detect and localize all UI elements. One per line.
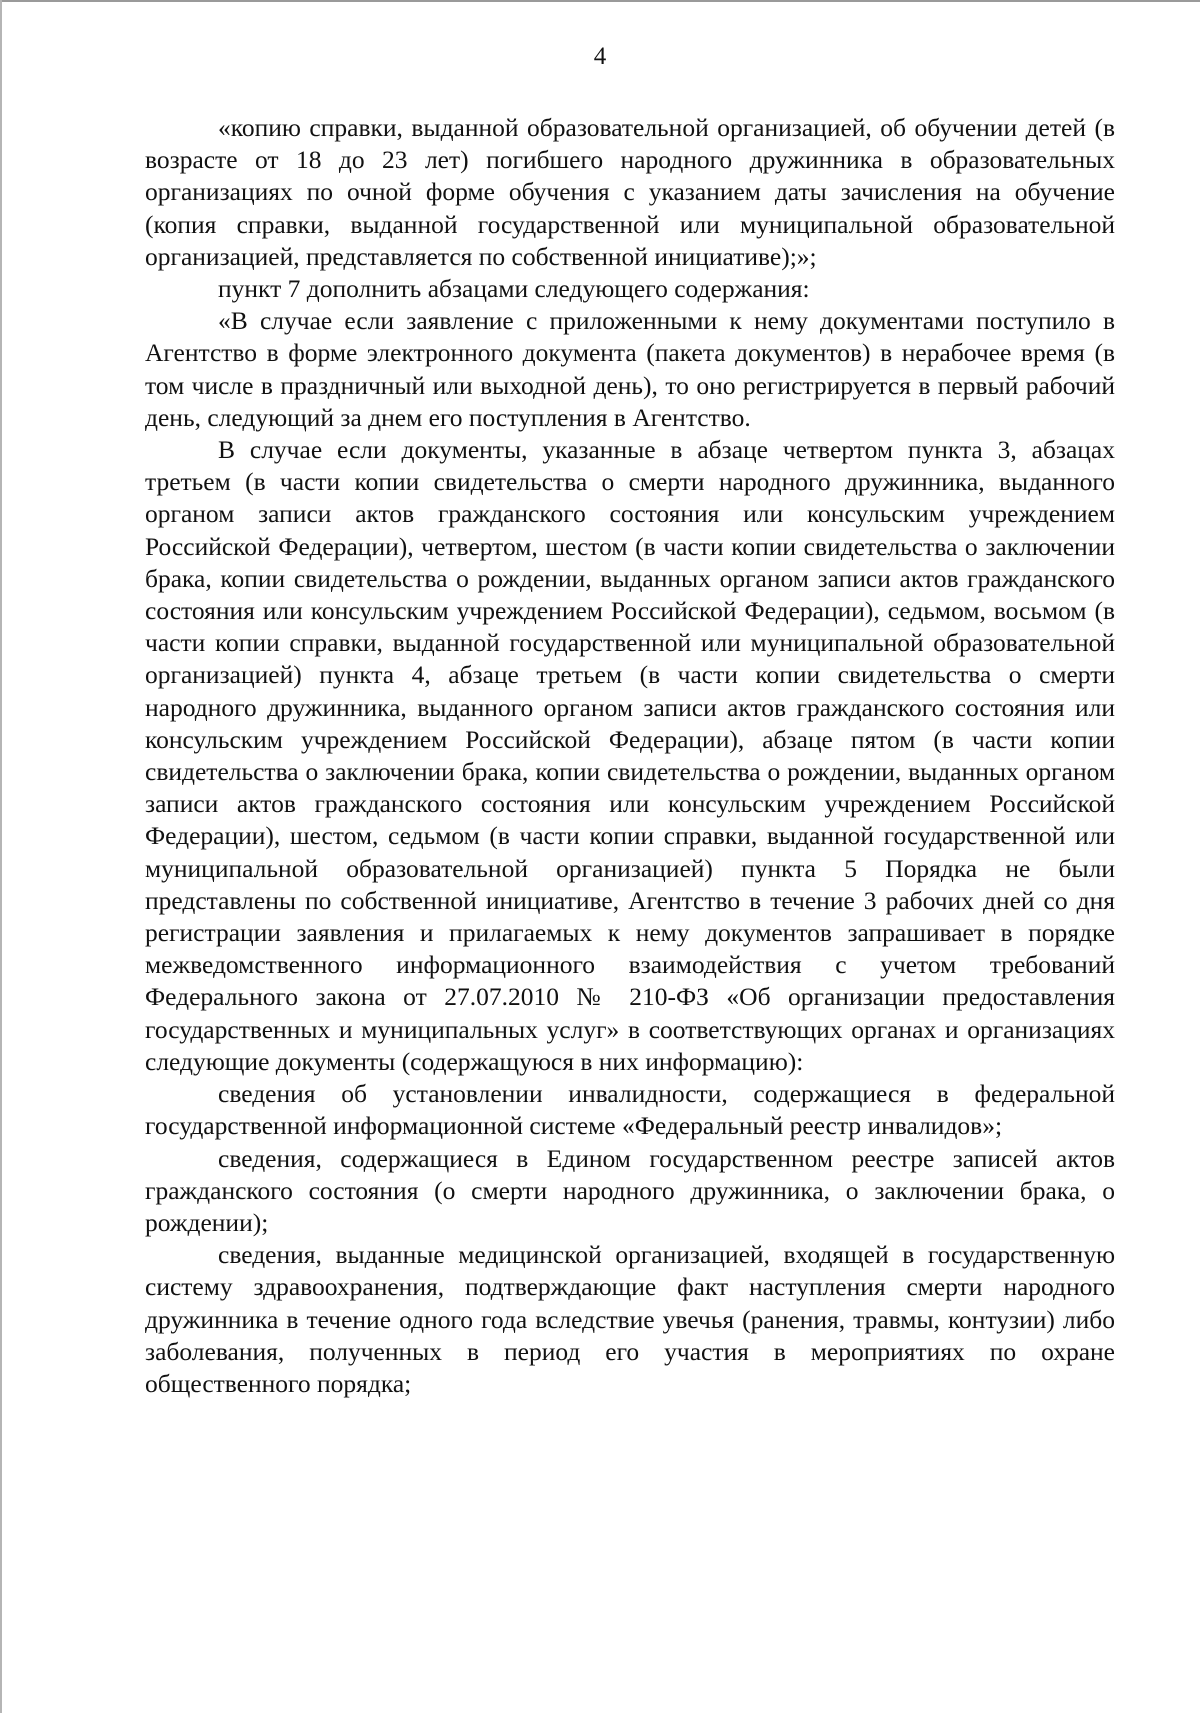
paragraph: сведения, выданные медицинской организацией, входящей в государственную систему здравоохранения, подтверждающие факт наступления смерти народного дружинника в течение одного года вследствие увечья (ранения, травмы, контузии) либо заболевания, полученных в период его участия в мероприятиях по охране общественного порядка;	[145, 1240, 1115, 1398]
paragraph: сведения об установлении инвалидности, содержащиеся в федеральной государственной информационной системе «Федеральный реестр инвалидов»;	[145, 1079, 1115, 1141]
page-number: 4	[593, 43, 607, 70]
paragraph: «копию справки, выданной образовательной организацией, об обучении детей (в возрасте от 18 до 23 лет) погибшего народного дружинника в образовательных организациях по очной форме обучения с указанием даты зачисления на обучение (копия справки, выданной государственной или муниципальной образовательной организацией, представляется по собственной инициативе);»;	[145, 113, 1115, 271]
paragraph: «В случае если заявление с приложенными к нему документами поступило в Агентство в форме электронного документа (пакета документов) в нерабочее время (в том числе в праздничный или выходной день), то оно регистрируется в первый рабочий день, следующий за днем его поступления в Агентство.	[145, 306, 1115, 432]
document-body	[145, 112, 1115, 1400]
paragraph: В случае если документы, указанные в абзаце четвертом пункта 3, абзацах третьем (в части копии свидетельства о смерти народного дружинника, выданного органом записи актов гражданского состояния или консульским учреждением Российской Федерации), четвертом, шестом (в части копии свидетельства о заключении брака, копии свидетельства о рождении, выданных органом записи актов гражданского состояния или консульским учреждением Российской Федерации), седьмом, восьмом (в части копии справки, выданной государственной или муниципальной образовательной организацией) пункта 4, абзаце третьем (в части копии свидетельства о смерти народного дружинника, выданного органом записи актов гражданского состояния или консульским учреждением Российской Федерации), абзаце пятом (в части копии свидетельства о заключении брака, копии свидетельства о рождении, выданных органом записи актов гражданского состояния или консульским учреждением Российской Федерации), шестом, седьмом (в части копии справки, выданной государственной или муниципальной образовательной организацией) пункта 5 Порядка не были представлены по собственной инициативе, Агентство в течение 3 рабочих дней со дня регистрации заявления и прилагаемых к нему документов запрашивает в порядке межведомственного информационного взаимодействия с учетом требований Федерального закона от 27.07.2010 № 210-ФЗ «Об организации предоставления государственных и муниципальных услуг» в соответствующих органах и организациях следующие документы (содержащуюся в них информацию):	[145, 435, 1115, 1076]
scan-edge-left	[0, 0, 2, 1713]
paragraph: пункт 7 дополнить абзацами следующего содержания:	[218, 274, 810, 304]
scan-edge-top	[0, 0, 1200, 2]
paragraph: сведения, содержащиеся в Едином государственном реестре записей актов гражданского состояния (о смерти народного дружинника, о заключении брака, о рождении);	[145, 1143, 1115, 1237]
